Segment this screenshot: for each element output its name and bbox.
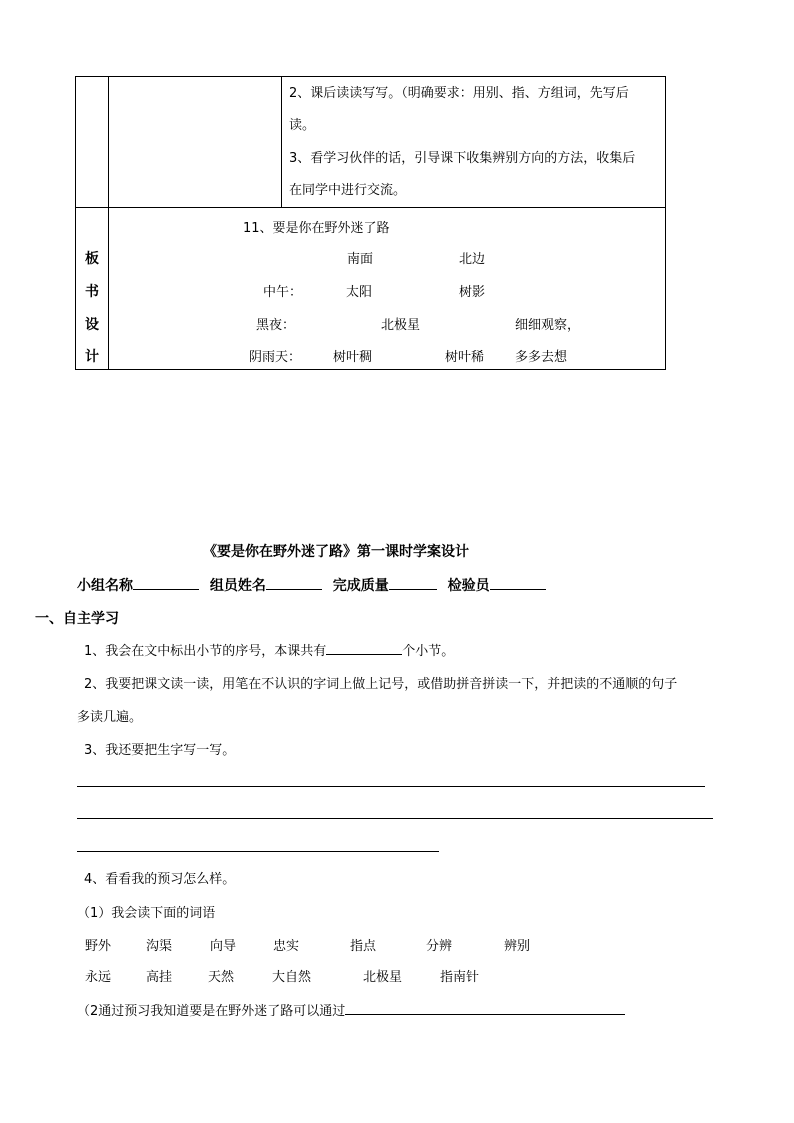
table-divider-first-col bbox=[108, 76, 109, 370]
table-border-left bbox=[75, 76, 76, 370]
vocab-word: 辨别 bbox=[504, 939, 531, 954]
plan-item-line: 2、课后读读写写。（明确要求：用别、指、方组词，先写后 bbox=[289, 86, 629, 101]
question-1 bbox=[84, 640, 454, 659]
table-border-right bbox=[665, 76, 666, 370]
question-2-line1: 2、我要把课文读一读，用笔在不认识的字词上做上记号，或借助拼音拼读一下，并把读的不通顺的句子 bbox=[84, 677, 678, 692]
plan-item-line: 3、看学习伙伴的话，引导课下收集辨别方向的方法，收集后 bbox=[289, 151, 636, 166]
table-border-bottom bbox=[75, 369, 666, 370]
question-4-sub1: （1）我会读下面的词语 bbox=[77, 906, 216, 921]
board-cloudy-dense: 树叶稠 bbox=[333, 350, 373, 365]
vocab-word: 向导 bbox=[210, 939, 237, 954]
section-count-blank[interactable] bbox=[326, 642, 402, 655]
vocab-word: 忠实 bbox=[273, 939, 300, 954]
question-4-sub2-text: （2通过预习我知道要是在野外迷了路可以通过 bbox=[77, 1004, 346, 1019]
board-noon-sun: 太阳 bbox=[346, 285, 373, 300]
checker-label: 检验员 bbox=[447, 578, 490, 594]
question-4: 4、看看我的预习怎么样。 bbox=[84, 872, 236, 887]
vocab-word: 指南针 bbox=[440, 970, 480, 985]
question-1-text: 1、我会在文中标出小节的序号，本课共有 bbox=[84, 644, 327, 659]
members-label: 组员姓名 bbox=[209, 578, 266, 594]
checker-blank[interactable] bbox=[490, 577, 546, 590]
question-2-line2: 多读几遍。 bbox=[77, 710, 143, 725]
question-1-suffix: 个小节。 bbox=[402, 644, 455, 659]
writing-line[interactable] bbox=[77, 851, 439, 852]
board-label-char: 板 bbox=[85, 251, 99, 267]
vocab-word: 天然 bbox=[208, 970, 235, 985]
writing-line[interactable] bbox=[77, 786, 705, 787]
group-name-label: 小组名称 bbox=[77, 578, 133, 594]
worksheet-header-fields bbox=[77, 575, 546, 595]
section-self-study-title: 一、自主学习 bbox=[35, 611, 119, 627]
board-label-char: 计 bbox=[85, 349, 99, 365]
board-night-note: 细细观察， bbox=[515, 318, 581, 333]
board-night-label: 黑夜： bbox=[256, 318, 296, 333]
board-col-north: 北边 bbox=[459, 252, 486, 267]
quality-label: 完成质量 bbox=[332, 578, 389, 594]
board-label-char: 设 bbox=[85, 317, 99, 333]
worksheet-title: 《要是你在野外迷了路》第一课时学案设计 bbox=[203, 544, 469, 560]
board-noon-shadow: 树影 bbox=[459, 285, 486, 300]
question-3: 3、我还要把生字写一写。 bbox=[84, 743, 236, 758]
vocab-word: 大自然 bbox=[272, 970, 312, 985]
board-cloudy-sparse: 树叶稀 bbox=[445, 350, 485, 365]
vocab-word: 野外 bbox=[85, 939, 112, 954]
vocab-word: 分辨 bbox=[426, 939, 453, 954]
members-blank[interactable] bbox=[266, 577, 322, 590]
board-title: 11、要是你在野外迷了路 bbox=[243, 221, 390, 236]
vocab-word: 北极星 bbox=[363, 970, 403, 985]
board-night-star: 北极星 bbox=[381, 318, 421, 333]
vocab-word: 高挂 bbox=[146, 970, 173, 985]
vocab-word: 永远 bbox=[85, 970, 112, 985]
answer-blank[interactable] bbox=[345, 1002, 625, 1015]
question-4-sub2 bbox=[77, 1000, 625, 1019]
board-cloudy-label: 阴雨天： bbox=[249, 350, 302, 365]
quality-blank[interactable] bbox=[389, 577, 437, 590]
board-col-south: 南面 bbox=[347, 252, 374, 267]
vocab-word: 指点 bbox=[350, 939, 377, 954]
table-row-divider bbox=[75, 207, 666, 208]
table-border-top bbox=[75, 76, 666, 77]
writing-line[interactable] bbox=[77, 818, 713, 819]
board-label-char: 书 bbox=[85, 284, 99, 300]
plan-item-line: 在同学中进行交流。 bbox=[289, 183, 407, 198]
table-divider-second-col bbox=[281, 76, 282, 207]
board-noon-label: 中午： bbox=[263, 285, 303, 300]
group-name-blank[interactable] bbox=[133, 577, 199, 590]
board-cloudy-note: 多多去想 bbox=[515, 350, 568, 365]
plan-item-line: 读。 bbox=[289, 118, 316, 133]
vocab-word: 沟渠 bbox=[146, 939, 173, 954]
